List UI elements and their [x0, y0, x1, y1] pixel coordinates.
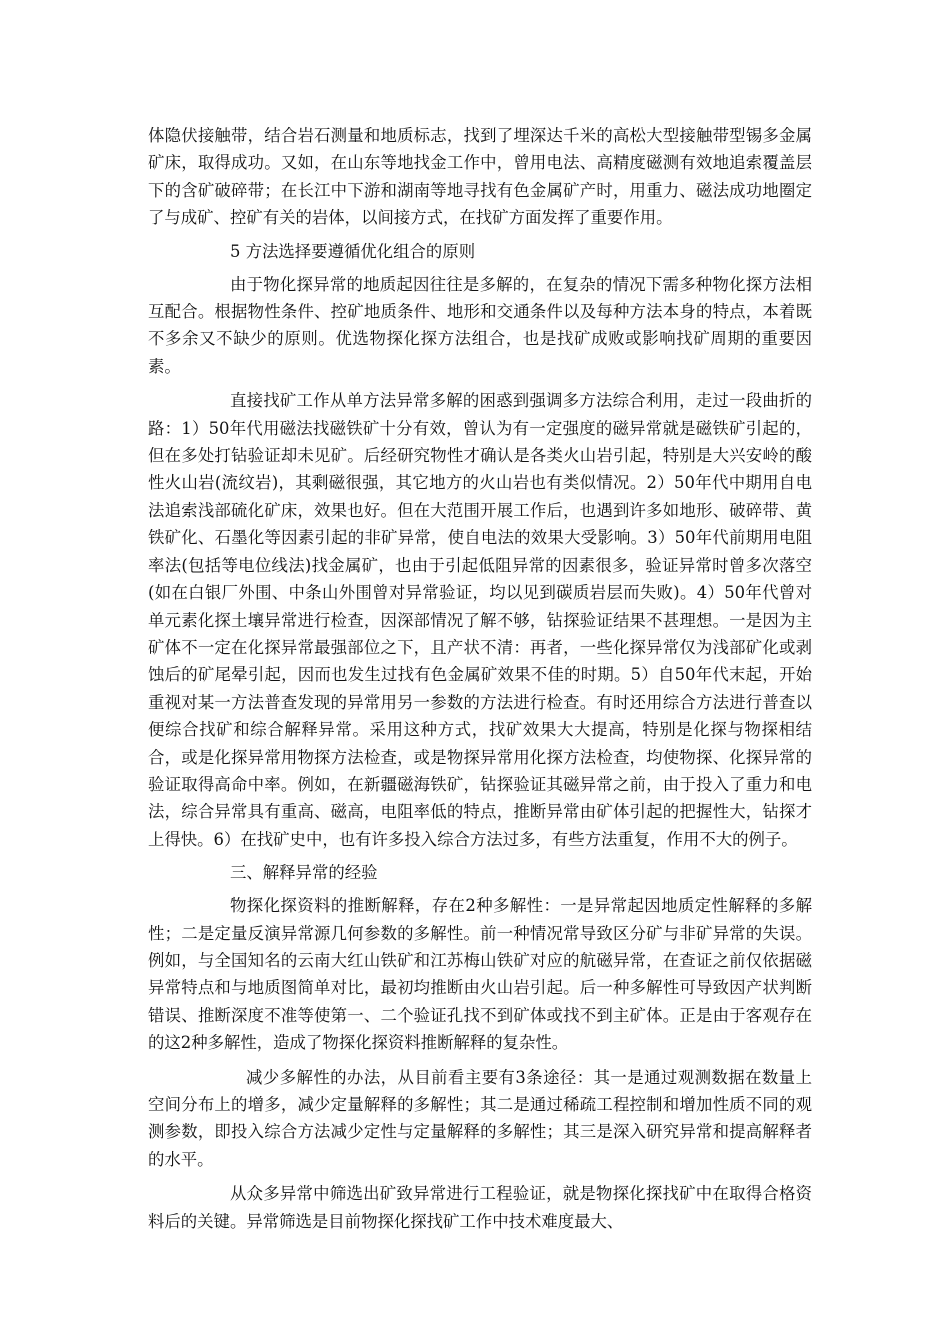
paragraph: 直接找矿工作从单方法异常多解的困惑到强调多方法综合利用，走过一段曲折的路：1）50年代用磁法找磁铁矿十分有效，曾认为有一定强度的磁异常就是磁铁矿引起的，但在多处打钻验证却未见矿。后经研究物性才确认是各类火山岩引起，特别是大兴安岭的酸性火山岩(流纹岩)，其剩磁很强，其它地方的火山岩也有类似情况。2）50年代中期用自电法追索浅部硫化矿床，效果也好。但在大范围开展工作后，也遇到许多如地形、破碎带、黄铁矿化、石墨化等因素引起的非矿异常，使自电法的效果大受影响。3）50年代前期用电阻率法(包括等电位线法)找金属矿，也由于引起低阻异常的因素很多，验证异常时曾多次落空(如在白银厂外围、中条山外围曾对异常验证，均以见到碳质岩层而失败)。4）50年代曾对单元素化探土壤异常进行检查，因深部情况了解不够，钻探验证结果不甚理想。一是因为主矿体不一定在化探异常最强部位之下，且产状不清：再者，一些化探异常仅为浅部矿化或剥蚀后的矿尾晕引起，因而也发生过找有色金属矿效果不佳的时期。5）自50年代末起，开始重视对某一方法普查发现的异常用另一参数的方法进行检查。有时还用综合方法进行普查以便综合找矿和综合解释异常。采用这种方式，找矿效果大大提高，特别是化探与物探相结合，或是化探异常用物探方法检查，或是物探异常用化探方法检查，均使物探、化探异常的验证取得高命中率。例如，在新疆磁海铁矿，钻探验证其磁异常之前，由于投入了重力和电法，综合异常具有重高、磁高，电阻率低的特点，推断异常由矿体引起的把握性大，钻探才上得快。6）在找矿史中，也有许多投入综合方法过多，有些方法重复，作用不大的例子。	[148, 391, 812, 849]
document-page	[148, 122, 812, 1242]
paragraph: 物探化探资料的推断解释，存在2种多解性：一是异常起因地质定性解释的多解性；二是定量反演异常源几何参数的多解性。前一种情况常导致区分矿与非矿异常的失误。例如，与全国知名的云南大红山铁矿和江苏梅山铁矿对应的航磁异常，在查证之前仅依据磁异常特点和与地质图简单对比，最初均推断由火山岩引起。后一种多解性可导致因产状判断错误、推断深度不准等使第一、二个验证孔找不到矿体或找不到主矿体。正是由于客观存在的这2种多解性，造成了物探化探资料推断解释的复杂性。	[148, 896, 812, 1053]
paragraph: 从众多异常中筛选出矿致异常进行工程验证，就是物探化探找矿中在取得合格资料后的关键。异常筛选是目前物探化探找矿工作中技术难度最大、	[148, 1184, 812, 1231]
section-heading-interpretation: 三、解释异常的经验	[230, 863, 378, 883]
paragraph-continuation: 体隐伏接触带，结合岩石测量和地质标志，找到了埋深达千米的高松大型接触带型锡多金属矿床，取得成功。又如，在山东等地找金工作中，曾用电法、高精度磁测有效地追索覆盖层下的含矿破碎带；在长江中下游和湖南等地寻找有色金属矿产时，用重力、磁法成功地圈定了与成矿、控矿有关的岩体，以间接方式，在找矿方面发挥了重要作用。	[148, 126, 812, 228]
paragraph: 减少多解性的办法，从目前看主要有3条途径：其一是通过观测数据在数量上空间分布上的增多，减少定量解释的多解性；其二是通过稀疏工程控制和增加性质不同的观测参数，即投入综合方法减少定性与定量解释的多解性；其三是深入研究异常和提高解释者的水平。	[148, 1067, 812, 1169]
section-heading-method-selection: 5 方法选择要遵循优化组合的原则	[230, 241, 476, 261]
paragraph: 由于物化探异常的地质起因往往是多解的，在复杂的情况下需多种物化探方法相互配合。根据物性条件、控矿地质条件、地形和交通条件以及每种方法本身的特点，本着既不多余又不缺少的原则。优选物探化探方法组合，也是找矿成败或影响找矿周期的重要因素。	[148, 274, 812, 376]
